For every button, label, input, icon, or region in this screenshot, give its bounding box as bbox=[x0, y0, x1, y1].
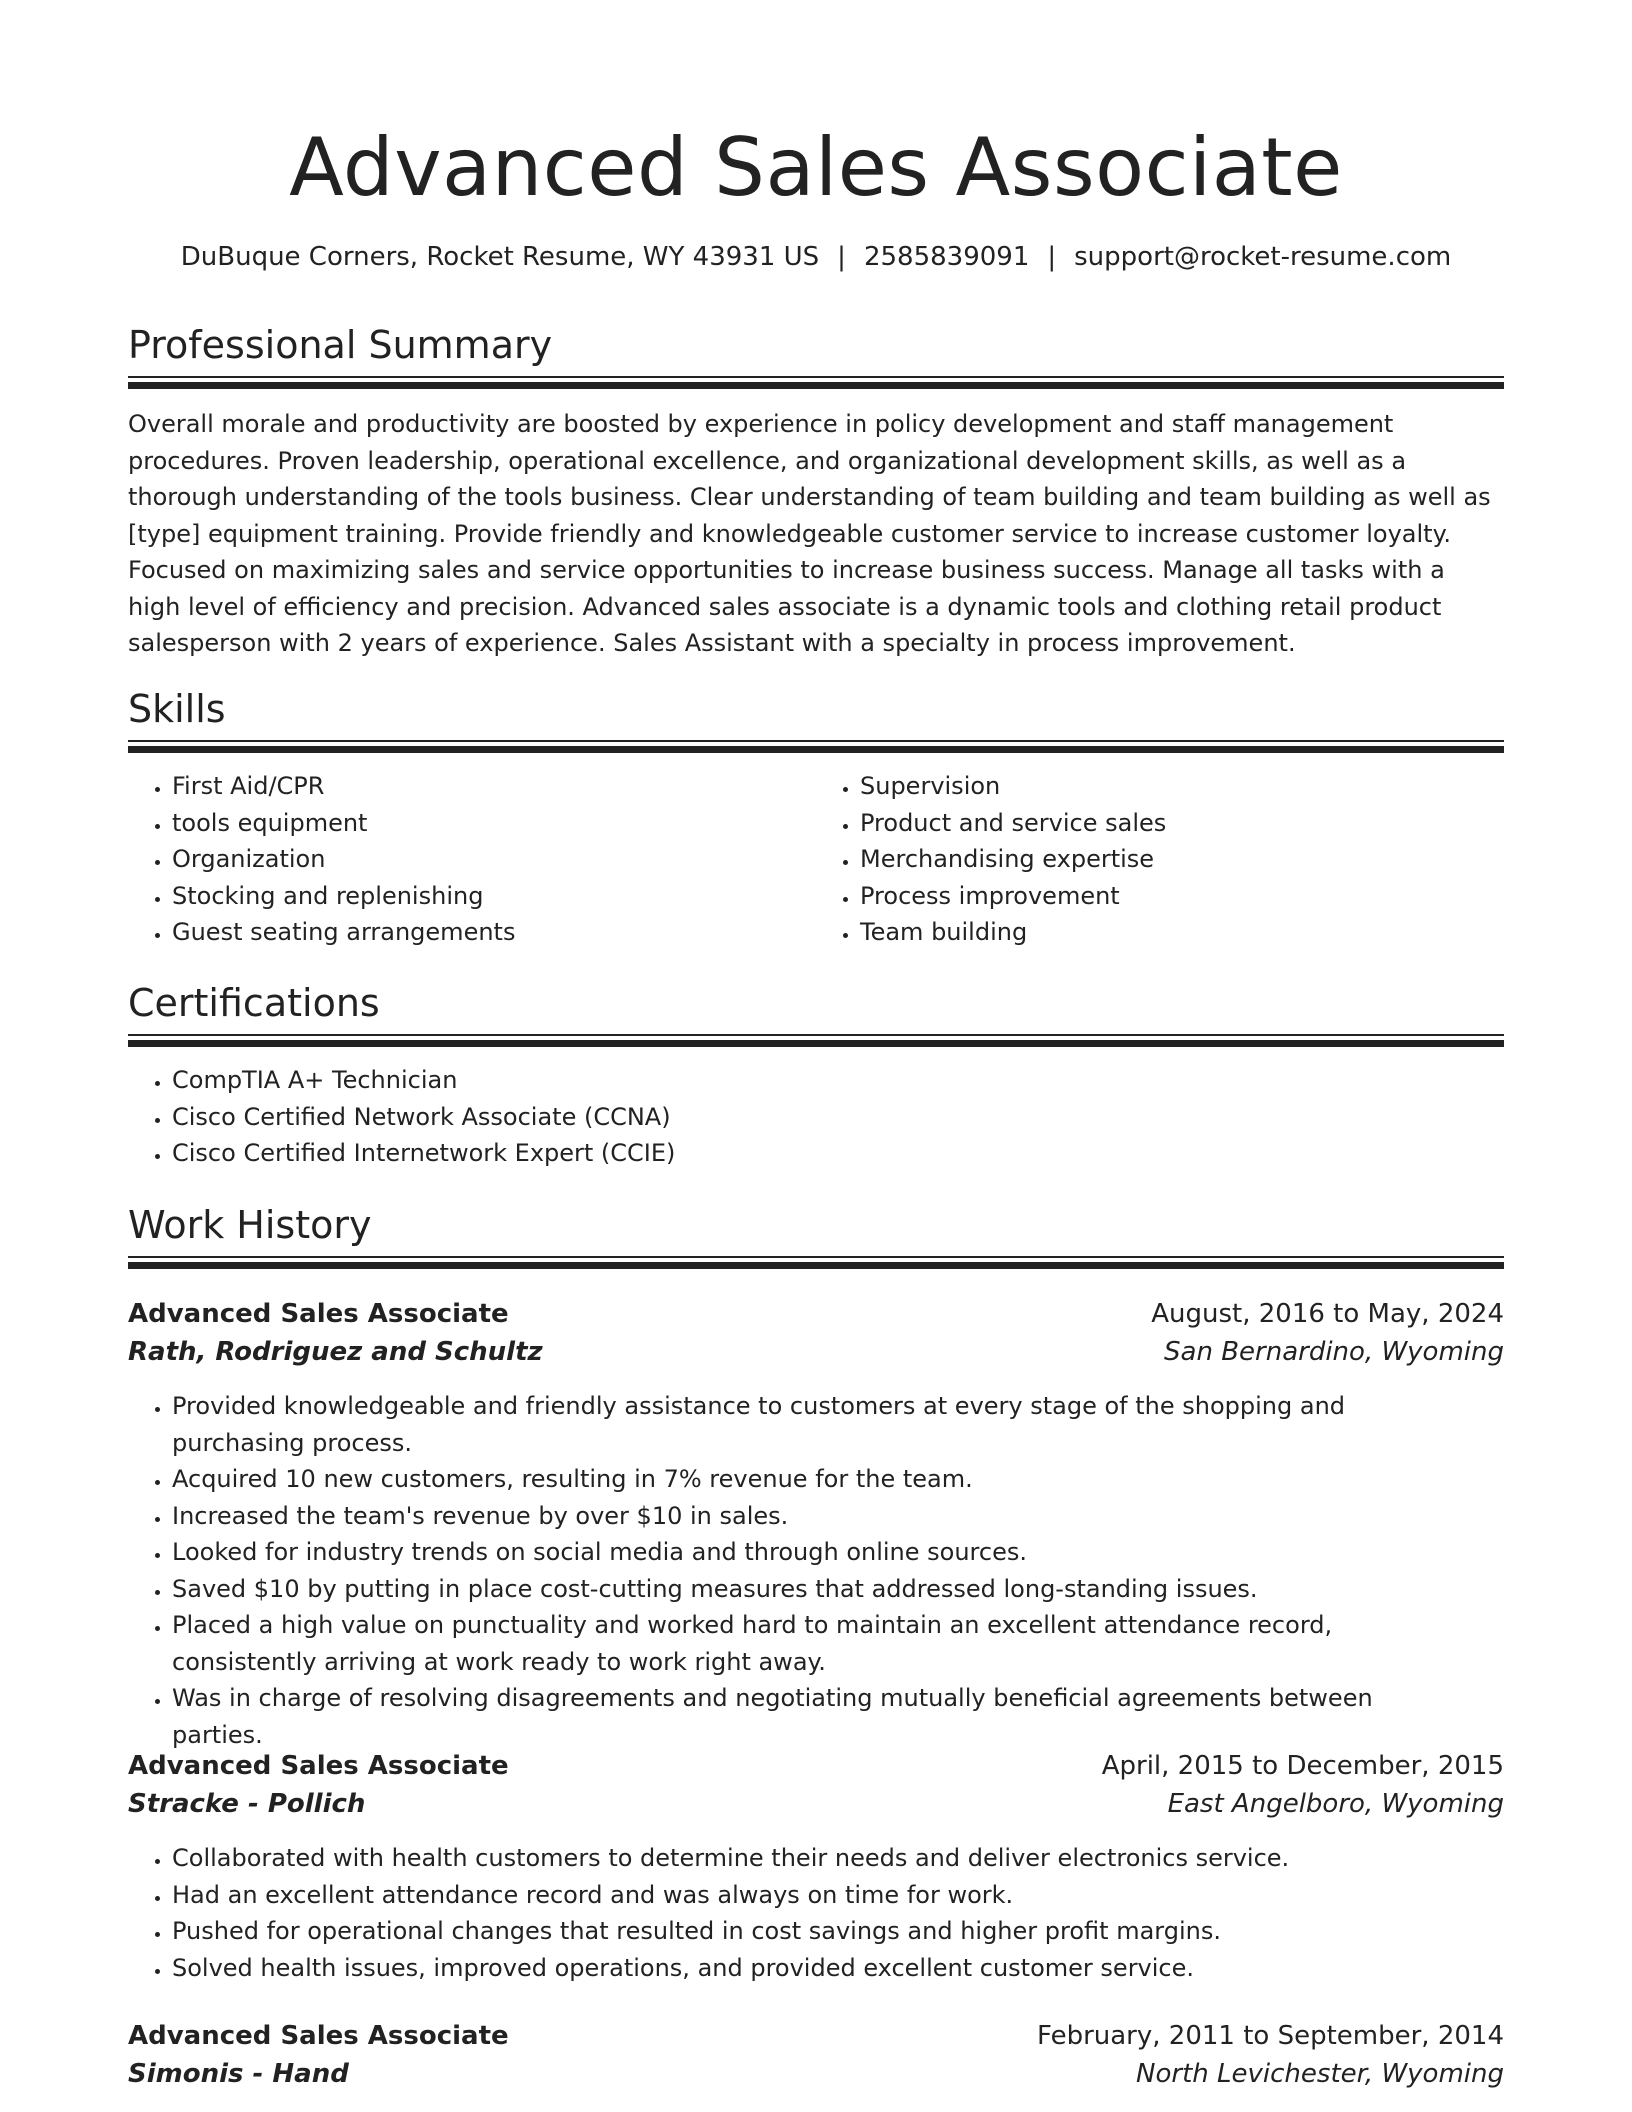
certification-item: • Cisco Certified Internetwork Expert (CCIE) bbox=[172, 1135, 1504, 1172]
job-bullet: • Increased the team's revenue by over $10 in sales. bbox=[172, 1498, 1444, 1535]
contact-separator: | bbox=[1047, 242, 1057, 272]
job-bullet: • Had an excellent attendance record and was always on time for work. bbox=[172, 1877, 1444, 1914]
skill-item: • tools equipment bbox=[172, 805, 816, 842]
job-location: North Levichester, Wyoming bbox=[1136, 2059, 1504, 2089]
job-bullet: • Was in charge of resolving disagreements and negotiating mutually beneficial agreements between parties. bbox=[172, 1680, 1444, 1753]
section-rule bbox=[128, 1256, 1504, 1269]
certifications-list bbox=[128, 1062, 1504, 1172]
job-bullet: • Provided knowledgeable and friendly assistance to customers at every stage of the shopping and purchasing process. bbox=[172, 1388, 1444, 1461]
job-bullet: • Pushed for operational changes that resulted in cost savings and higher profit margins. bbox=[172, 1913, 1444, 1950]
summary-text: Overall morale and productivity are boosted by experience in policy development and staff management procedures. Proven leadership, operational excellence, and organizational development skills, as well as a thorough understanding of the tools business. Clear understanding of team building and team building as well as [type] equipment training. Provide friendly and knowledgeable customer service to increase customer loyalty. Focused on maximizing sales and service opportunities to increase business success. Manage all tasks with a high level of efficiency and precision. Advanced sales associate is a dynamic tools and clothing retail product salesperson with 2 years of experience. Sales Assistant with a specialty in process improvement. bbox=[128, 410, 1491, 657]
address: DuBuque Corners, Rocket Resume, WY 43931 US bbox=[180, 242, 820, 272]
job-header bbox=[128, 2018, 1504, 2098]
contact-separator: | bbox=[837, 242, 846, 272]
resume-title: Advanced Sales Associate bbox=[289, 121, 1343, 214]
job-title: Advanced Sales Associate bbox=[128, 2021, 509, 2051]
summary-section bbox=[128, 322, 1504, 368]
skill-item: • Supervision bbox=[860, 768, 1504, 805]
job-bullet-list bbox=[128, 1840, 1504, 1986]
work-heading: Work History bbox=[128, 1203, 372, 1247]
certification-item: • Cisco Certified Network Associate (CCNA) bbox=[172, 1099, 1504, 1136]
summary-heading: Professional Summary bbox=[128, 323, 553, 367]
job-bullet: • Acquired 10 new customers, resulting in 7% revenue for the team. bbox=[172, 1461, 1444, 1498]
job-bullet: • Saved $10 by putting in place cost-cutting measures that addressed long-standing issues. bbox=[172, 1571, 1444, 1608]
job-bullet-list bbox=[128, 1388, 1504, 1753]
job-bullet: • Placed a high value on punctuality and worked hard to maintain an excellent attendance record, consistently arriving at work ready to work right away. bbox=[172, 1607, 1444, 1680]
contact-line bbox=[128, 240, 1504, 274]
job-dates: February, 2011 to September, 2014 bbox=[1037, 2021, 1504, 2051]
section-rule bbox=[128, 376, 1504, 389]
work-section bbox=[128, 1202, 1504, 1248]
job-dates: April, 2015 to December, 2015 bbox=[1101, 1751, 1504, 1781]
job-title: Advanced Sales Associate bbox=[128, 1299, 509, 1329]
job-company: Simonis - Hand bbox=[128, 2059, 349, 2089]
phone: 2585839091 bbox=[863, 242, 1030, 272]
email: support@rocket-resume.com bbox=[1074, 242, 1452, 272]
job-bullets bbox=[128, 1840, 1504, 1986]
job-company: Rath, Rodriguez and Schultz bbox=[128, 1337, 543, 1367]
skill-item: • Product and service sales bbox=[860, 805, 1504, 842]
skill-item: • Guest seating arrangements bbox=[172, 914, 816, 951]
skills-heading: Skills bbox=[128, 687, 226, 731]
job-header bbox=[128, 1296, 1504, 1376]
certifications-section bbox=[128, 980, 1504, 1026]
skill-item: • First Aid/CPR bbox=[172, 768, 816, 805]
skills-section bbox=[128, 686, 1504, 732]
job-location: San Bernardino, Wyoming bbox=[1164, 1337, 1504, 1367]
skill-item: • Merchandising expertise bbox=[860, 841, 1504, 878]
job-bullets bbox=[128, 1388, 1504, 1753]
job-location: East Angelboro, Wyoming bbox=[1167, 1789, 1504, 1819]
job-bullet: • Collaborated with health customers to determine their needs and deliver electronics service. bbox=[172, 1840, 1444, 1877]
job-company: Stracke - Pollich bbox=[128, 1789, 366, 1819]
certifications-heading: Certifications bbox=[128, 981, 380, 1025]
certifications-list-wrap bbox=[128, 1062, 1504, 1172]
skills-columns bbox=[128, 768, 1504, 951]
job-dates: August, 2016 to May, 2024 bbox=[1151, 1299, 1504, 1329]
job-title: Advanced Sales Associate bbox=[128, 1751, 509, 1781]
certification-item: • CompTIA A+ Technician bbox=[172, 1062, 1504, 1099]
skill-item: • Process improvement bbox=[860, 878, 1504, 915]
section-rule bbox=[128, 740, 1504, 753]
section-rule bbox=[128, 1034, 1504, 1047]
skills-list-left bbox=[128, 768, 816, 951]
skill-item: • Stocking and replenishing bbox=[172, 878, 816, 915]
skill-item: • Team building bbox=[860, 914, 1504, 951]
skills-list-right bbox=[816, 768, 1504, 951]
job-bullet: • Solved health issues, improved operations, and provided excellent customer service. bbox=[172, 1950, 1444, 1987]
skill-item: • Organization bbox=[172, 841, 816, 878]
job-bullet: • Looked for industry trends on social media and through online sources. bbox=[172, 1534, 1444, 1571]
job-header bbox=[128, 1748, 1504, 1828]
